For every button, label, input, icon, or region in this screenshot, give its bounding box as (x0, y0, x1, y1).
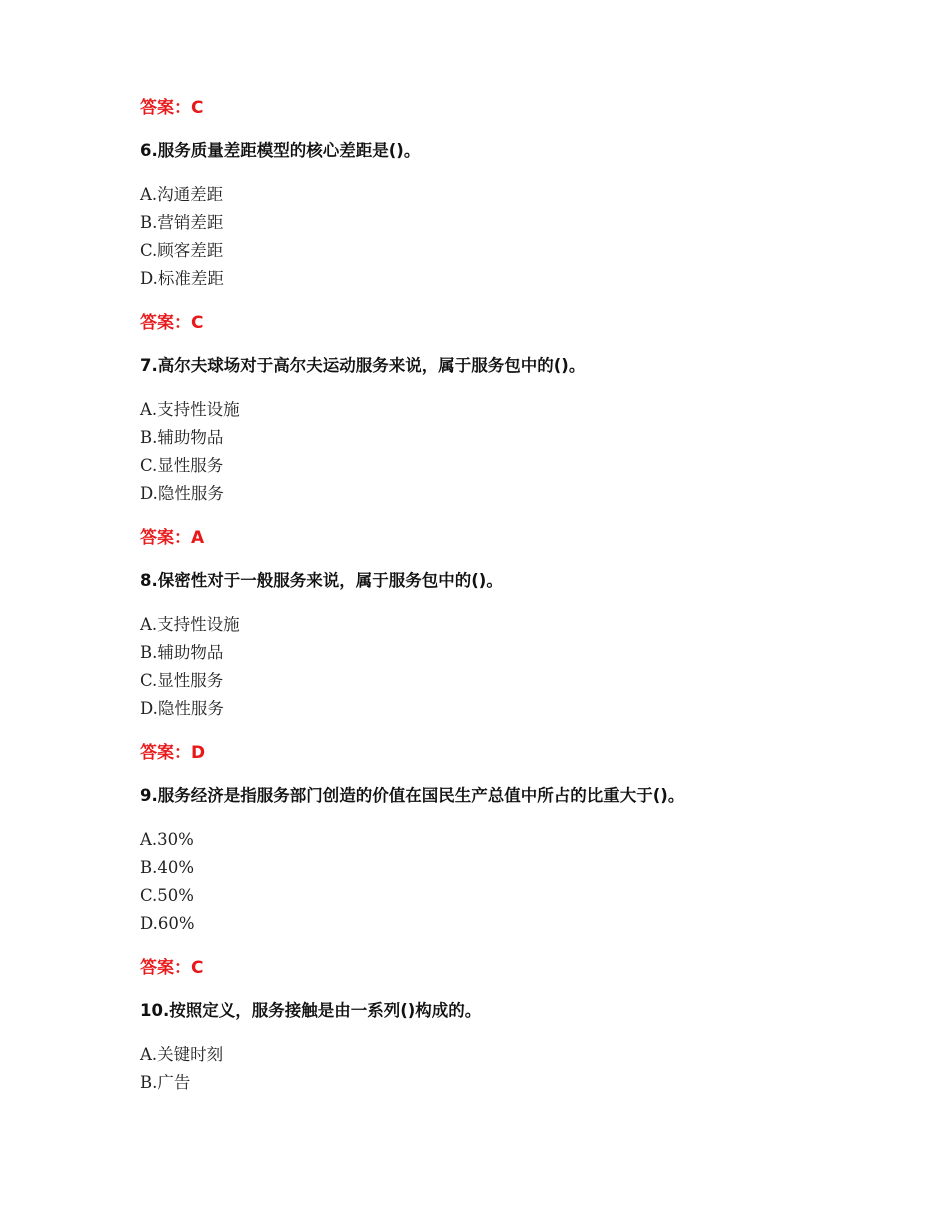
option-item: C.显性服务 (140, 456, 224, 475)
question-list (140, 94, 840, 1097)
option-list (140, 396, 840, 508)
question-text: 7.高尔夫球场对于高尔夫运动服务来说，属于服务包中的()。 (140, 356, 586, 375)
question-text: 8.保密性对于一般服务来说，属于服务包中的()。 (140, 571, 503, 590)
answer-line (140, 309, 840, 337)
question-text: 9.服务经济是指服务部门创造的价值在国民生产总值中所占的比重大于()。 (140, 786, 685, 805)
answer-prefix: 答案： (140, 743, 191, 763)
answer-prefix: 答案： (140, 958, 191, 978)
question-text: 6.服务质量差距模型的核心差距是()。 (140, 141, 421, 160)
answer-prefix: 答案： (140, 313, 191, 333)
option-item: D.60% (140, 914, 195, 933)
option-item: A.支持性设施 (140, 400, 240, 419)
answer-prefix: 答案： (140, 528, 191, 548)
option-item: B.辅助物品 (140, 643, 224, 662)
option-list (140, 181, 840, 293)
option-item: C.顾客差距 (140, 241, 224, 260)
option-item: B.辅助物品 (140, 428, 224, 447)
option-item: A.关键时刻 (140, 1045, 224, 1064)
answer-prefix: 答案： (140, 98, 191, 118)
option-item: C.显性服务 (140, 671, 224, 690)
answer-value: A (191, 528, 205, 548)
option-list (140, 611, 840, 723)
option-item: A.支持性设施 (140, 615, 240, 634)
option-list (140, 1041, 840, 1097)
option-item: B.营销差距 (140, 213, 224, 232)
answer-value: C (191, 958, 204, 978)
answer-value: D (191, 743, 206, 763)
option-item: D.隐性服务 (140, 699, 224, 718)
option-list (140, 826, 840, 938)
answer-value: C (191, 313, 204, 333)
answer-value: C (191, 98, 204, 118)
option-item: C.50% (140, 886, 194, 905)
option-item: A.30% (140, 830, 194, 849)
question-text: 10.按照定义，服务接触是由一系列()构成的。 (140, 1001, 482, 1020)
option-item: D.隐性服务 (140, 484, 224, 503)
answer-line (140, 94, 840, 122)
option-item: B.40% (140, 858, 195, 877)
answer-line (140, 524, 840, 552)
option-item: B.广告 (140, 1073, 191, 1092)
option-item: A.沟通差距 (140, 185, 224, 204)
option-item: D.标准差距 (140, 269, 224, 288)
answer-line (140, 739, 840, 767)
answer-line (140, 954, 840, 982)
